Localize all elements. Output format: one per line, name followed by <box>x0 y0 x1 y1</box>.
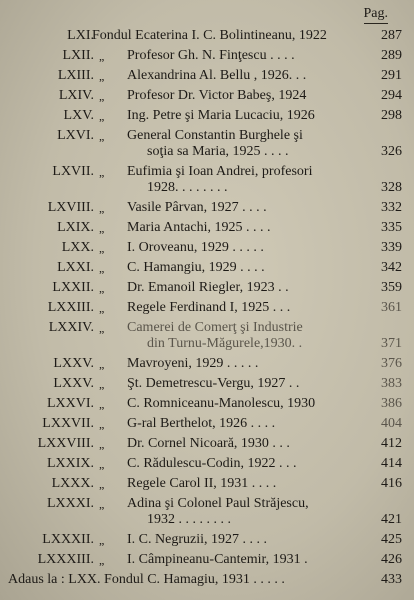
entry-number: LXXIX. <box>46 456 94 471</box>
ditto-mark: „ <box>99 377 105 391</box>
entry-title: General Constantin Burghele şi <box>127 128 303 143</box>
ditto-mark: „ <box>99 109 105 123</box>
entry-title-continued: 1932 . . . . . . . . <box>147 512 231 527</box>
entry-page: 328 <box>381 180 402 195</box>
entry-page: 425 <box>381 532 402 547</box>
entry-page: 383 <box>381 376 402 391</box>
entry-title: Ing. Petre şi Maria Lucaciu, 1926 <box>127 108 315 123</box>
entry-page: 298 <box>381 108 402 123</box>
entry-page: 287 <box>381 28 402 43</box>
entry-number: LXXVIII. <box>37 436 94 451</box>
entry-number: LXXXII. <box>42 532 94 547</box>
index-entry <box>0 550 414 570</box>
index-entry <box>0 298 414 318</box>
ditto-mark: „ <box>99 261 105 275</box>
ditto-mark: „ <box>99 201 105 215</box>
entry-page: 376 <box>381 356 402 371</box>
entry-title: C. Hamangiu, 1929 . . . . <box>127 260 265 275</box>
entry-number: LXVI. <box>57 128 94 143</box>
entry-title: Regele Carol II, 1931 . . . . <box>127 476 277 491</box>
entry-title: Regele Ferdinand I, 1925 . . . <box>127 300 291 315</box>
ditto-mark: „ <box>99 69 105 83</box>
entry-title: I. Câmpineanu-Cantemir, 1931 . <box>127 552 308 567</box>
addendum-page: 433 <box>381 572 402 587</box>
entry-title: I. Oroveanu, 1929 . . . . . <box>127 240 264 255</box>
entry-page: 339 <box>381 240 402 255</box>
entry-page: 361 <box>381 300 402 315</box>
index-entry <box>0 218 414 238</box>
entry-page: 371 <box>381 336 402 351</box>
entry-number: LXXXIII. <box>37 552 94 567</box>
addendum-text: Adaus la : LXX. Fondul C. Hamagiu, 1931 . . . . . <box>8 572 285 587</box>
index-entry <box>0 354 414 374</box>
entry-page: 416 <box>381 476 402 491</box>
index-entry <box>0 126 414 162</box>
entry-page: 335 <box>381 220 402 235</box>
entry-title: G-ral Berthelot, 1926 . . . . <box>127 416 276 431</box>
entry-page: 359 <box>381 280 402 295</box>
entry-title: Camerei de Comerţ şi Industrie <box>127 320 303 335</box>
entry-number: LXXVI. <box>46 396 94 411</box>
ditto-mark: „ <box>99 89 105 103</box>
ditto-mark: „ <box>99 221 105 235</box>
entry-number: LXV. <box>63 108 94 123</box>
index-entry <box>0 198 414 218</box>
index-entry <box>0 66 414 86</box>
entry-page: 332 <box>381 200 402 215</box>
entry-number: LXXVII. <box>42 416 94 431</box>
entry-title: I. C. Negruzii, 1927 . . . . <box>127 532 267 547</box>
ditto-mark: „ <box>99 49 105 63</box>
entry-title: Eufimia şi Ioan Andrei, profesori <box>127 164 313 179</box>
entry-page: 289 <box>381 48 402 63</box>
ditto-mark: „ <box>99 417 105 431</box>
index-entry <box>0 394 414 414</box>
entry-number: LXVIII. <box>47 200 94 215</box>
entry-page: 414 <box>381 456 402 471</box>
entry-title: C. Romniceanu-Manolescu, 1930 <box>127 396 316 411</box>
entry-number: LXXI. <box>57 260 94 275</box>
entry-title: Dr. Cornel Nicoară, 1930 . . . <box>127 436 290 451</box>
entry-page: 326 <box>381 144 402 159</box>
entry-page: 294 <box>381 88 402 103</box>
ditto-mark: „ <box>99 281 105 295</box>
index-entry <box>0 258 414 278</box>
ditto-mark: „ <box>99 129 105 143</box>
ditto-mark: „ <box>99 397 105 411</box>
entry-number: LXII. <box>62 48 94 63</box>
entry-page: 342 <box>381 260 402 275</box>
index-entry <box>0 278 414 298</box>
entry-title: Fondul Ecaterina I. C. Bolintineanu, 1922 <box>92 28 327 43</box>
page-column-header <box>364 6 389 24</box>
index-entry <box>0 374 414 394</box>
entry-number: LXXII. <box>52 280 94 295</box>
index-list <box>0 26 414 590</box>
entry-number: LXI. <box>67 28 94 43</box>
entry-title: Adina şi Colonel Paul Străjescu, <box>127 496 309 511</box>
index-entry <box>0 494 414 530</box>
entry-number: LXIX. <box>57 220 94 235</box>
addendum-entry <box>0 570 414 590</box>
entry-title: Mavroyeni, 1929 . . . . . <box>127 356 259 371</box>
ditto-mark: „ <box>99 437 105 451</box>
ditto-mark: „ <box>99 533 105 547</box>
entry-number: LXXIII. <box>47 300 94 315</box>
ditto-mark: „ <box>99 497 105 511</box>
page-header-label: Pag. <box>364 6 389 24</box>
entry-number: LXXV. <box>53 356 94 371</box>
ditto-mark: „ <box>99 165 105 179</box>
entry-page: 404 <box>381 416 402 431</box>
entry-number: LXXV. <box>53 376 94 391</box>
entry-page: 412 <box>381 436 402 451</box>
entry-title: Profesor Gh. N. Finţescu . . . . <box>127 48 295 63</box>
index-entry <box>0 26 414 46</box>
ditto-mark: „ <box>99 477 105 491</box>
entry-title: Maria Antachi, 1925 . . . . <box>127 220 271 235</box>
entry-page: 426 <box>381 552 402 567</box>
index-entry <box>0 318 414 354</box>
entry-title: Dr. Emanoil Riegler, 1923 . . <box>127 280 289 295</box>
ditto-mark: „ <box>99 241 105 255</box>
index-entry <box>0 474 414 494</box>
index-entry <box>0 46 414 66</box>
entry-number: LXIII. <box>57 68 94 83</box>
ditto-mark: „ <box>99 301 105 315</box>
entry-number: LXVII. <box>52 164 94 179</box>
entry-number: LXIV. <box>58 88 94 103</box>
ditto-mark: „ <box>99 457 105 471</box>
entry-title-continued: din Turnu-Măgurele,1930. . <box>147 336 303 351</box>
index-entry <box>0 530 414 550</box>
entry-title: Vasile Pârvan, 1927 . . . . <box>127 200 267 215</box>
ditto-mark: „ <box>99 357 105 371</box>
ditto-mark: „ <box>99 321 105 335</box>
entry-number: LXXIV. <box>48 320 94 335</box>
index-entry <box>0 86 414 106</box>
entry-page: 421 <box>381 512 402 527</box>
entry-number: LXX. <box>61 240 94 255</box>
index-entry <box>0 454 414 474</box>
entry-page: 291 <box>381 68 402 83</box>
index-entry <box>0 106 414 126</box>
entry-title-continued: soţia sa Maria, 1925 . . . . <box>147 144 289 159</box>
index-entry <box>0 238 414 258</box>
entry-number: LXXX. <box>51 476 94 491</box>
index-entry <box>0 434 414 454</box>
ditto-mark: „ <box>99 553 105 567</box>
entry-title: Şt. Demetrescu-Vergu, 1927 . . <box>127 376 300 391</box>
index-entry <box>0 414 414 434</box>
entry-page: 386 <box>381 396 402 411</box>
entry-title-continued: 1928. . . . . . . . <box>147 180 228 195</box>
entry-title: Alexandrina Al. Bellu , 1926. . . <box>127 68 307 83</box>
index-entry <box>0 162 414 198</box>
entry-number: LXXXI. <box>46 496 94 511</box>
entry-title: Profesor Dr. Victor Babeş, 1924 <box>127 88 307 103</box>
entry-title: C. Rădulescu-Codin, 1922 . . . <box>127 456 297 471</box>
